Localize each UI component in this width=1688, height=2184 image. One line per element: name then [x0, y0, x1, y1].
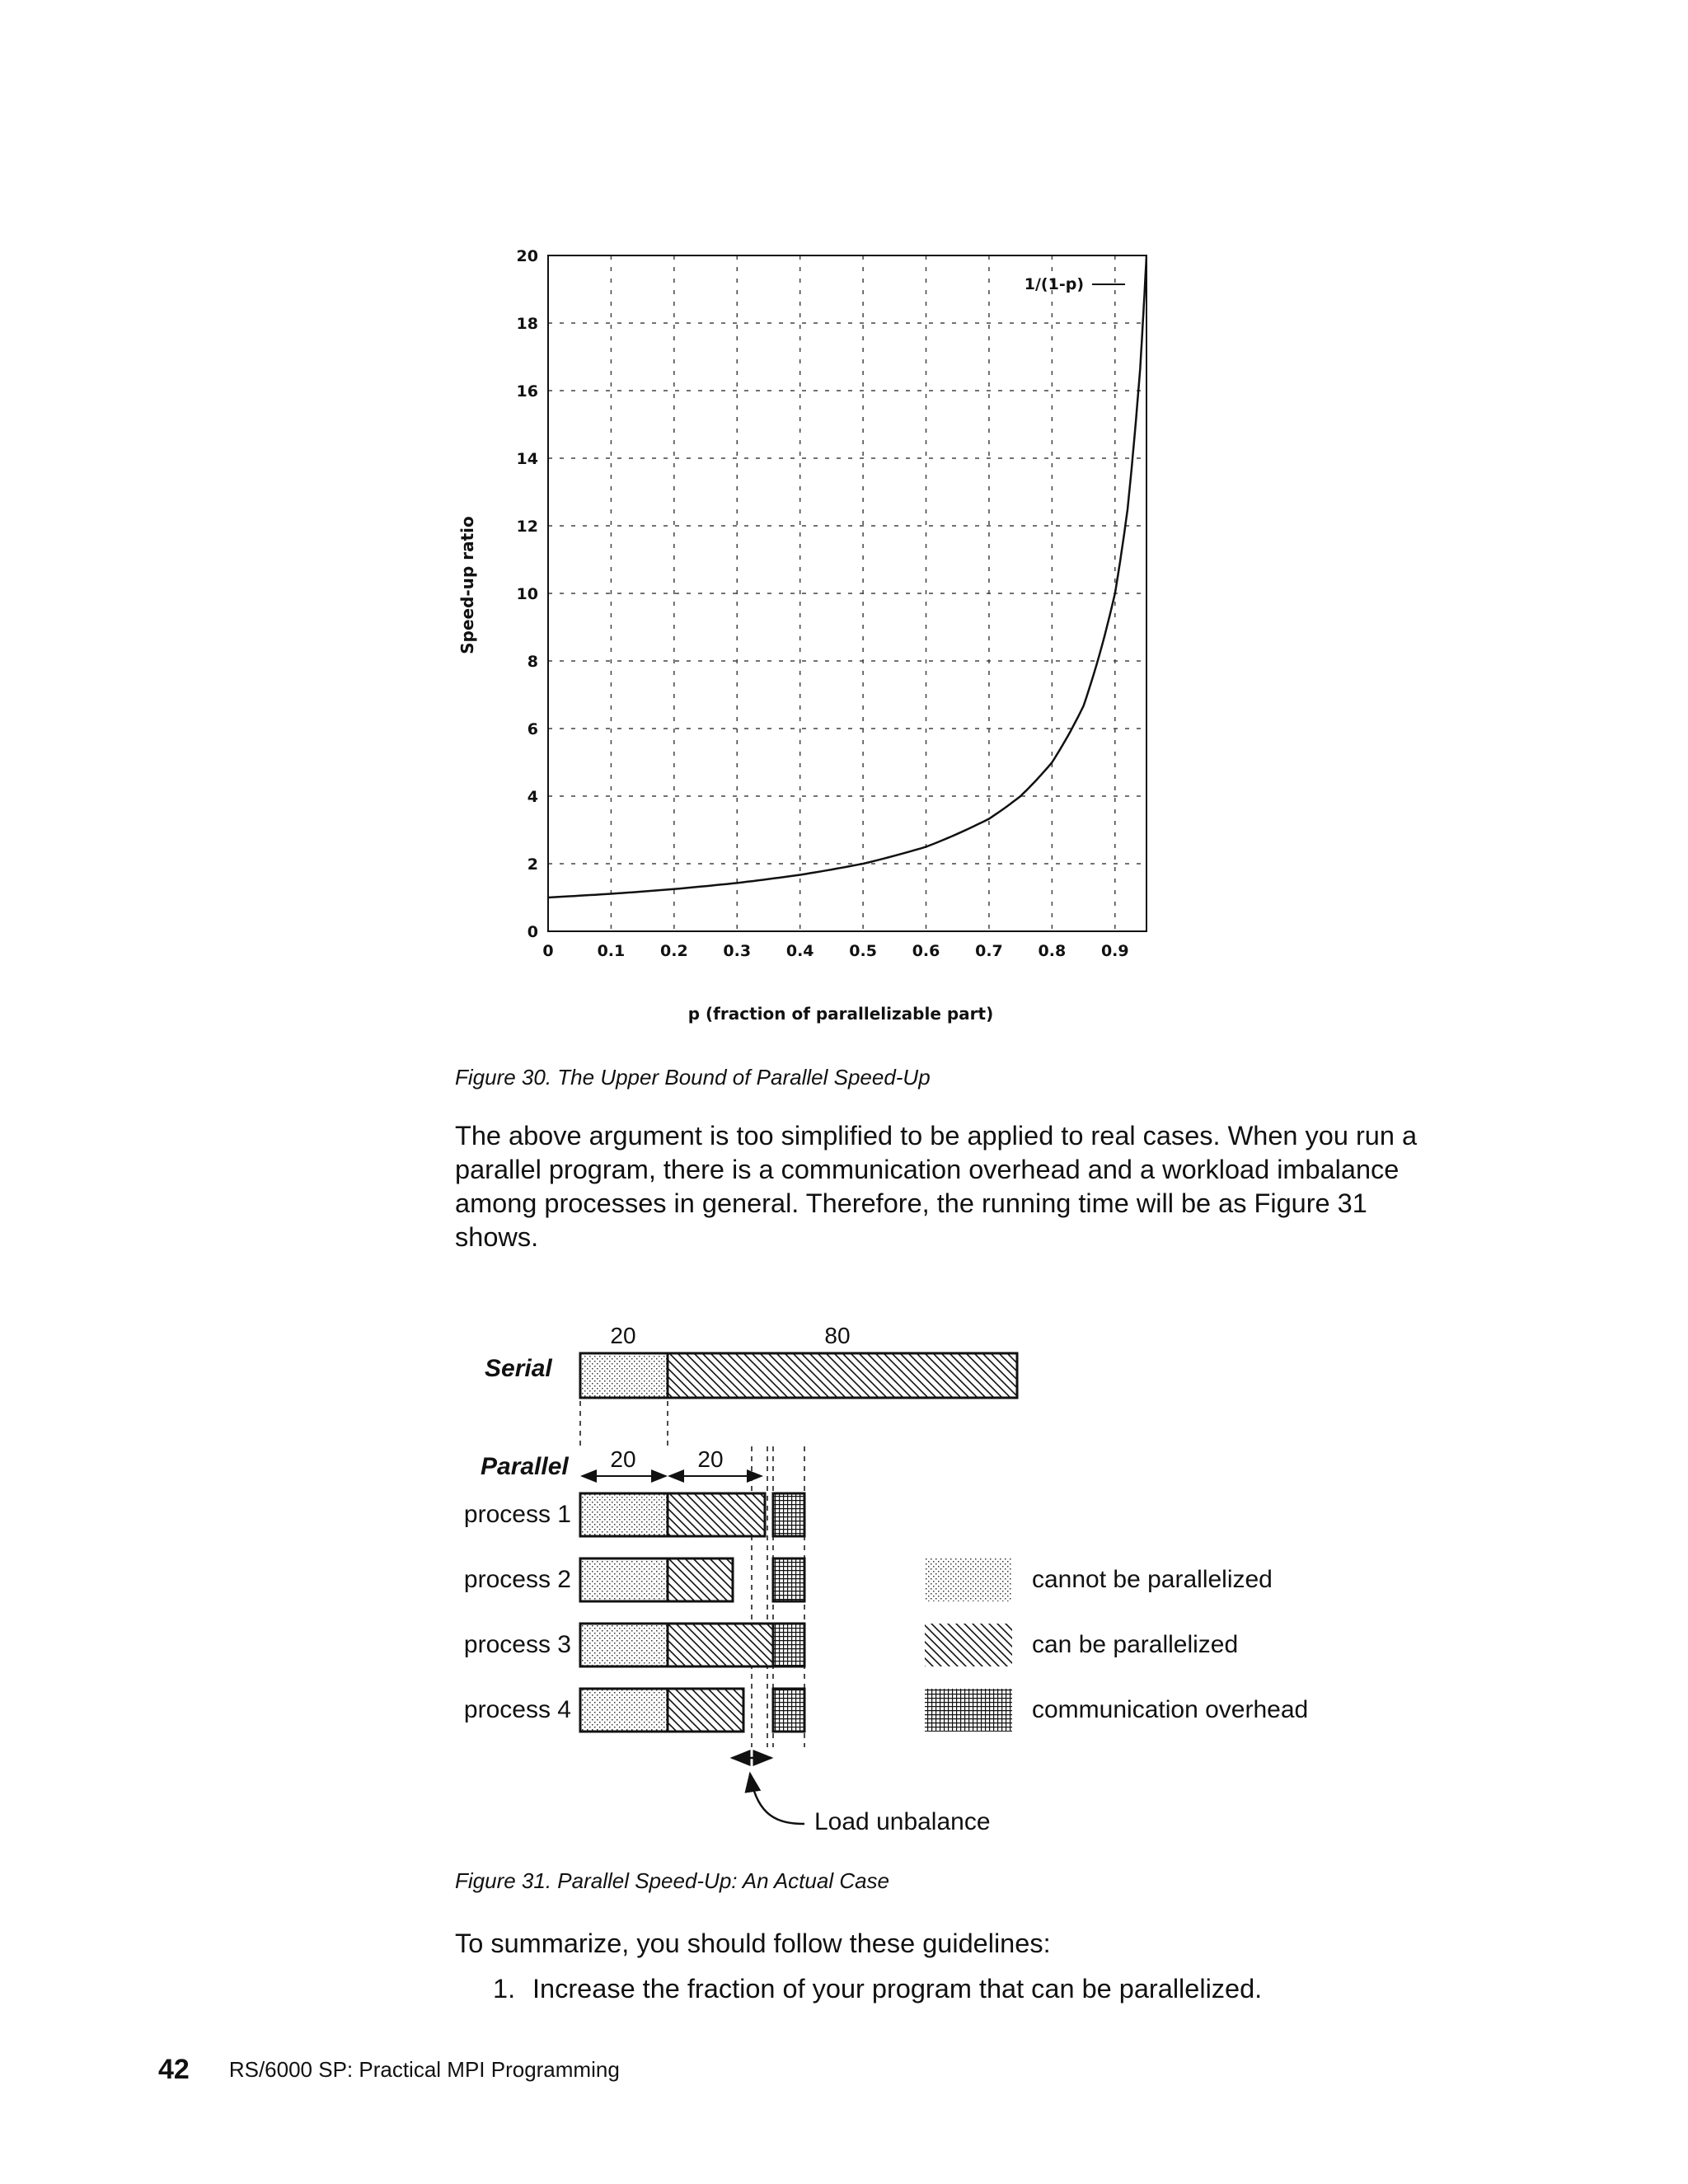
x-tick-label: 0.9 — [1100, 942, 1129, 960]
summary-paragraph: To summarize, you should follow these guidelines: — [455, 1929, 1051, 1958]
paragraph-line: parallel program, there is a communication overhead and a workload imbalance — [455, 1155, 1400, 1184]
y-tick-label: 16 — [516, 382, 538, 401]
y-axis-label: Speed-up ratio — [457, 516, 477, 654]
x-axis-label: p (fraction of parallelizable part) — [687, 1004, 994, 1024]
parallel-parallel-part-value: 20 — [697, 1446, 724, 1472]
legend-label-comm: communication overhead — [1032, 1696, 1309, 1723]
page-footer — [158, 2054, 620, 2086]
y-axis-ticks — [517, 247, 538, 941]
figure-31-caption: Figure 31. Parallel Speed-Up: An Actual Case — [455, 1868, 890, 1893]
process-row-4 — [464, 1689, 804, 1732]
process-1-comm-bar — [773, 1493, 804, 1536]
load-unbalance-pointer-arrow — [750, 1774, 804, 1824]
parallel-label: Parallel — [481, 1453, 569, 1480]
process-4-serial-bar — [580, 1689, 668, 1732]
y-tick-label: 8 — [527, 653, 538, 671]
x-tick-label: 0.3 — [723, 942, 752, 960]
x-tick-label: 0.5 — [849, 942, 877, 960]
serial-non-parallel-bar — [580, 1353, 668, 1398]
process-4-comm-bar — [773, 1689, 804, 1732]
list-text: Increase the fraction of your program that can be parallelized. — [532, 1974, 1263, 2004]
process-2-parallel-bar — [668, 1558, 733, 1601]
parallel-speedup-diagram — [445, 1310, 1352, 1854]
y-tick-label: 0 — [527, 923, 538, 941]
x-tick-label: 0.6 — [912, 942, 940, 960]
book-title: RS/6000 SP: Practical MPI Programming — [228, 2057, 620, 2082]
process-3-serial-bar — [580, 1624, 668, 1666]
paragraph-line: among processes in general. Therefore, the running time will be as Figure 31 — [455, 1188, 1367, 1218]
parallel-serial-part-value: 20 — [610, 1446, 636, 1472]
legend-label-serial: cannot be parallelized — [1032, 1566, 1273, 1593]
y-tick-label: 20 — [516, 247, 538, 265]
y-tick-label: 14 — [516, 450, 538, 468]
serial-label: Serial — [485, 1355, 552, 1382]
y-tick-label: 10 — [516, 585, 538, 603]
process-1-serial-bar — [580, 1493, 668, 1536]
process-row-1 — [464, 1493, 804, 1536]
process-label: process 4 — [463, 1696, 571, 1723]
legend-swatch-serial — [925, 1558, 1012, 1601]
process-3-comm-bar — [773, 1624, 804, 1666]
serial-parallel-part-value: 80 — [824, 1323, 851, 1348]
serial-parallel-bar — [668, 1353, 1017, 1398]
y-tick-label: 6 — [527, 720, 538, 738]
legend-label: 1/(1-p) — [1024, 275, 1084, 293]
load-unbalance-label: Load unbalance — [814, 1808, 991, 1835]
paragraph-line: shows. — [455, 1222, 539, 1252]
x-axis-ticks — [542, 942, 1128, 960]
series-line-1-over-1-minus-p — [548, 255, 1146, 898]
process-4-parallel-bar — [668, 1689, 743, 1732]
process-label: process 2 — [463, 1566, 571, 1593]
y-tick-label: 2 — [527, 855, 538, 874]
x-tick-label: 0.1 — [597, 942, 626, 960]
paragraph-line: The above argument is too simplified to be applied to real cases. When you run a — [455, 1121, 1418, 1151]
chart-grid — [548, 255, 1146, 931]
process-1-parallel-bar — [668, 1493, 765, 1536]
x-tick-label: 0.7 — [975, 942, 1003, 960]
legend-swatch-parallel — [925, 1624, 1012, 1666]
x-tick-label: 0.4 — [785, 942, 814, 960]
process-row-3 — [464, 1624, 804, 1666]
legend-swatch-comm — [925, 1689, 1012, 1732]
speedup-chart — [445, 239, 1170, 1047]
y-tick-label: 4 — [527, 788, 538, 806]
figure-30-caption: Figure 30. The Upper Bound of Parallel Speed-Up — [455, 1065, 931, 1090]
serial-serial-part-value: 20 — [610, 1323, 636, 1348]
process-2-comm-bar — [773, 1558, 804, 1601]
y-tick-label: 18 — [516, 315, 538, 333]
body-paragraph — [455, 1119, 1493, 1254]
legend-label-parallel: can be parallelized — [1032, 1631, 1239, 1658]
process-label: process 1 — [463, 1501, 571, 1528]
x-tick-label: 0.8 — [1038, 942, 1067, 960]
list-number: 1. — [493, 1974, 516, 2004]
page-number: 42 — [158, 2054, 190, 2085]
process-2-serial-bar — [580, 1558, 668, 1601]
x-tick-label: 0 — [542, 942, 554, 960]
guideline-list-item — [493, 1974, 1262, 2004]
x-tick-label: 0.2 — [660, 942, 688, 960]
process-3-parallel-bar — [668, 1624, 773, 1666]
y-tick-label: 12 — [516, 518, 538, 536]
process-label: process 3 — [463, 1631, 571, 1658]
process-row-2 — [464, 1558, 804, 1601]
